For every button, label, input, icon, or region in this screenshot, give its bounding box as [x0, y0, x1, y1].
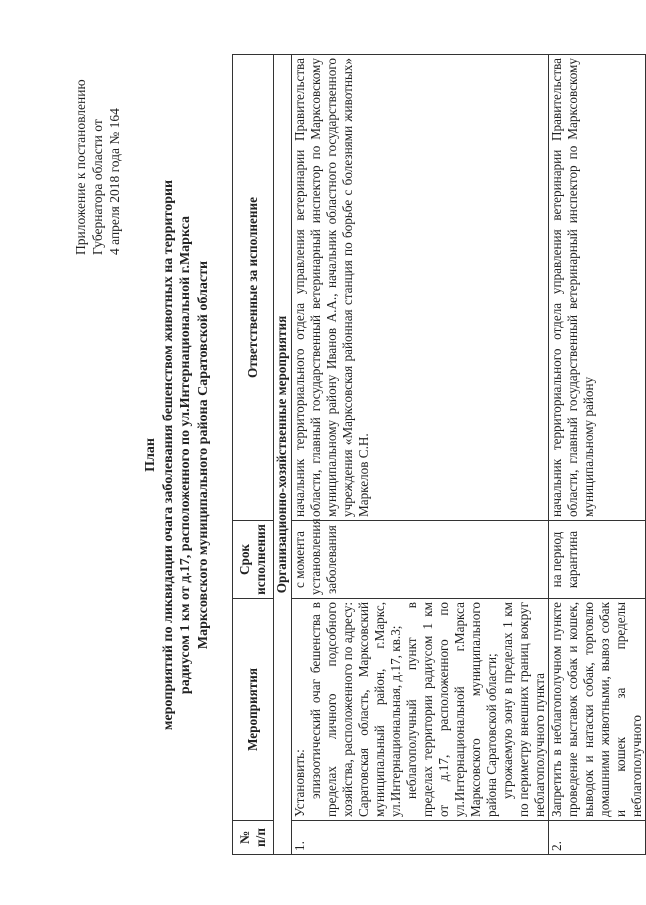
plan-title-line: мероприятий по ликвидации очага заболевания бешенством животных на территории [160, 179, 176, 731]
row-responsible: начальник территориального отдела управления ветеринарии Правительства области, главный государственный ветеринарный инспектор по Марксовскому муниципальному району Иванов А.А., начальник областного государственного учреждения «Марксовская районная станция по борьбе с болезнями животных» Маркелов С.Н. [292, 55, 549, 521]
section-title: Организационно-хозяйственные мероприятия [274, 55, 292, 855]
plan-title-line: радиусом 1 км от д.17, расположенного по ул.Интернациональной г.Маркса [178, 215, 193, 695]
row-responsible: начальник территориального отдела управления ветеринарии Правительства области, главный государственный ветеринарный инспектор по Марксовскому муниципальному району [549, 55, 646, 521]
appendix-line: 4 апреля 2018 года № 164 [107, 108, 122, 255]
appendix-line: Приложение к постановлению [73, 79, 88, 255]
row-deadline: на период карантина [549, 521, 646, 599]
plan-heading: План [143, 438, 158, 472]
header-deadline: Срок исполнения [233, 521, 274, 599]
header-num: № п/п [233, 821, 274, 855]
appendix-note [72, 25, 123, 255]
row-activity [292, 599, 549, 821]
activity-paragraph: эпизоотический очаг бешенства в пределах личного подсобного хозяйства, расположенного по адресу: Саратовская область, Марксовский муниципальный район, г.Маркс, ул.Интернациональная, д.17, кв.3; [308, 602, 403, 817]
row-num: 2. [549, 821, 646, 855]
row-activity: Запретить в неблагополучном пункте проведение выставок собак и кошек, выводок и натаски собак, торговлю домашними животными, вывоз собак и кошек за пределы неблагополучного [549, 599, 646, 821]
plan-table [232, 54, 646, 855]
table-row [292, 55, 549, 855]
header-activities: Мероприятия [233, 599, 274, 821]
appendix-line: Губернатора области от [90, 119, 105, 255]
plan-title-line: Марксовского муниципального района Саратовской области [195, 260, 211, 650]
header-responsible: Ответственные за исполнение [233, 55, 274, 521]
table-header-row [233, 55, 274, 855]
activity-intro: Установить: [292, 749, 307, 817]
section-row [274, 55, 292, 855]
plan-title [142, 65, 212, 845]
activity-paragraph: угрожаемую зону в пределах 1 км по периметру внешних границ вокруг неблагополучного пункта [500, 602, 547, 817]
row-num: 1. [292, 821, 549, 855]
activity-paragraph: неблагополучный пункт в пределах территории радиусом 1 км от д.17, расположенного по ул.Интернациональной г.Маркса Марксовского муниципального района Саратовской области; [404, 602, 499, 817]
row-deadline: с момента установления заболевания [292, 521, 549, 599]
table-row [549, 55, 646, 855]
